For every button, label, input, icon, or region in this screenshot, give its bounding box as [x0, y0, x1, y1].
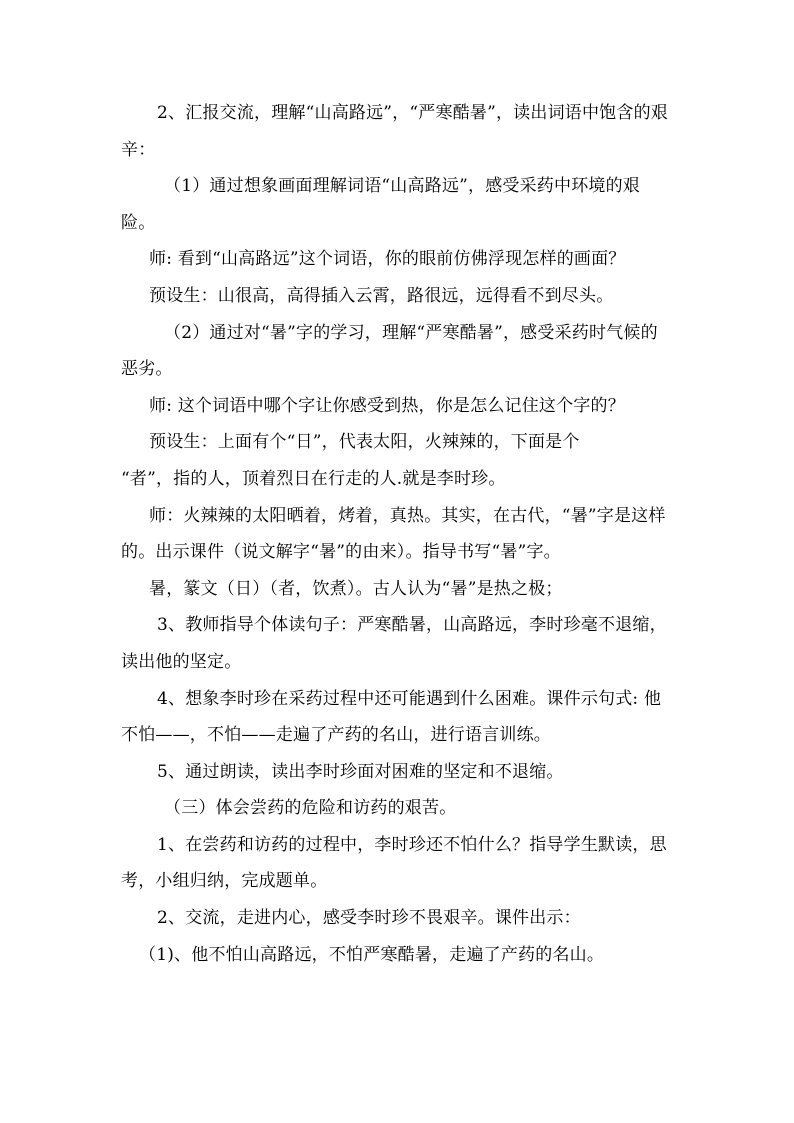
- paragraph-courseware-sentence-1: （1)、他不怕山高路远，不怕严寒酷暑，走遍了产药的名山。: [139, 944, 605, 965]
- paragraph-preset-answer-2: 预设生：上面有个“日”，代表太阳，火辣辣的，下面是个: [149, 432, 580, 453]
- paragraph-seal-script: 暑，篆文（日）（者，饮煮）。古人认为“暑”是热之极；: [149, 578, 563, 599]
- paragraph-report-exchange: 2、汇报交流，理解“山高路远”，“严寒酷暑”，读出词语中饱含的艰辛：: [121, 103, 668, 160]
- paragraph-step-3: 3、教师指导个体读句子：严寒酷暑，山高路远，李时珍毫不退缩，读出他的坚定。: [121, 615, 667, 672]
- paragraph-preset-answer-1: 预设生：山很高，高得插入云霄，路很远，远得看不到尽头。: [149, 285, 614, 306]
- paragraph-preset-answer-2-cont: “者”，指的人，顶着烈日在行走的人.就是李时珍。: [121, 468, 506, 489]
- document-body: [121, 95, 673, 973]
- paragraph-teacher-question-1: 师: 看到“山高路远”这个词语，你的眼前仿佛浮现怎样的画面？: [149, 249, 626, 270]
- paragraph-learn-shu: （2）通过对“暑”字的学习，理解“严寒酷暑”，感受采药时气候的恶劣。: [121, 322, 658, 380]
- paragraph-teacher-question-2: 师: 这个词语中哪个字让你感受到热，你是怎么记住这个字的？: [149, 395, 625, 416]
- paragraph-imagine-scene: （1）通过想象画面理解词语“山高路远”，感受采药中环境的艰险。: [121, 176, 640, 233]
- paragraph-section-3-step-2: 2、交流，走进内心，感受李时珍不畏艰辛。课件出示：: [157, 908, 581, 929]
- paragraph-section-3-step-1: 1、在尝药和访药的过程中，李时珍还不怕什么？指导学生默读，思考，小组归纳，完成题单。: [121, 834, 667, 892]
- paragraph-teacher-explain: 师：火辣辣的太阳晒着，烤着，真热。其实，在古代，“暑”字是这样的。出示课件（说文解字“暑”的由来）。指导书写“暑”字。: [121, 505, 666, 563]
- section-heading-3: （三）体会尝药的危险和访药的艰苦。: [164, 798, 457, 819]
- paragraph-step-4: 4、想象李时珍在采药过程中还可能遇到什么困难。课件示句式: 他不怕——，不怕——走遍了产药的名山，进行语言训练。: [121, 688, 662, 746]
- paragraph-step-5: 5、通过朗读，读出李时珍面对困难的坚定和不退缩。: [157, 761, 564, 782]
